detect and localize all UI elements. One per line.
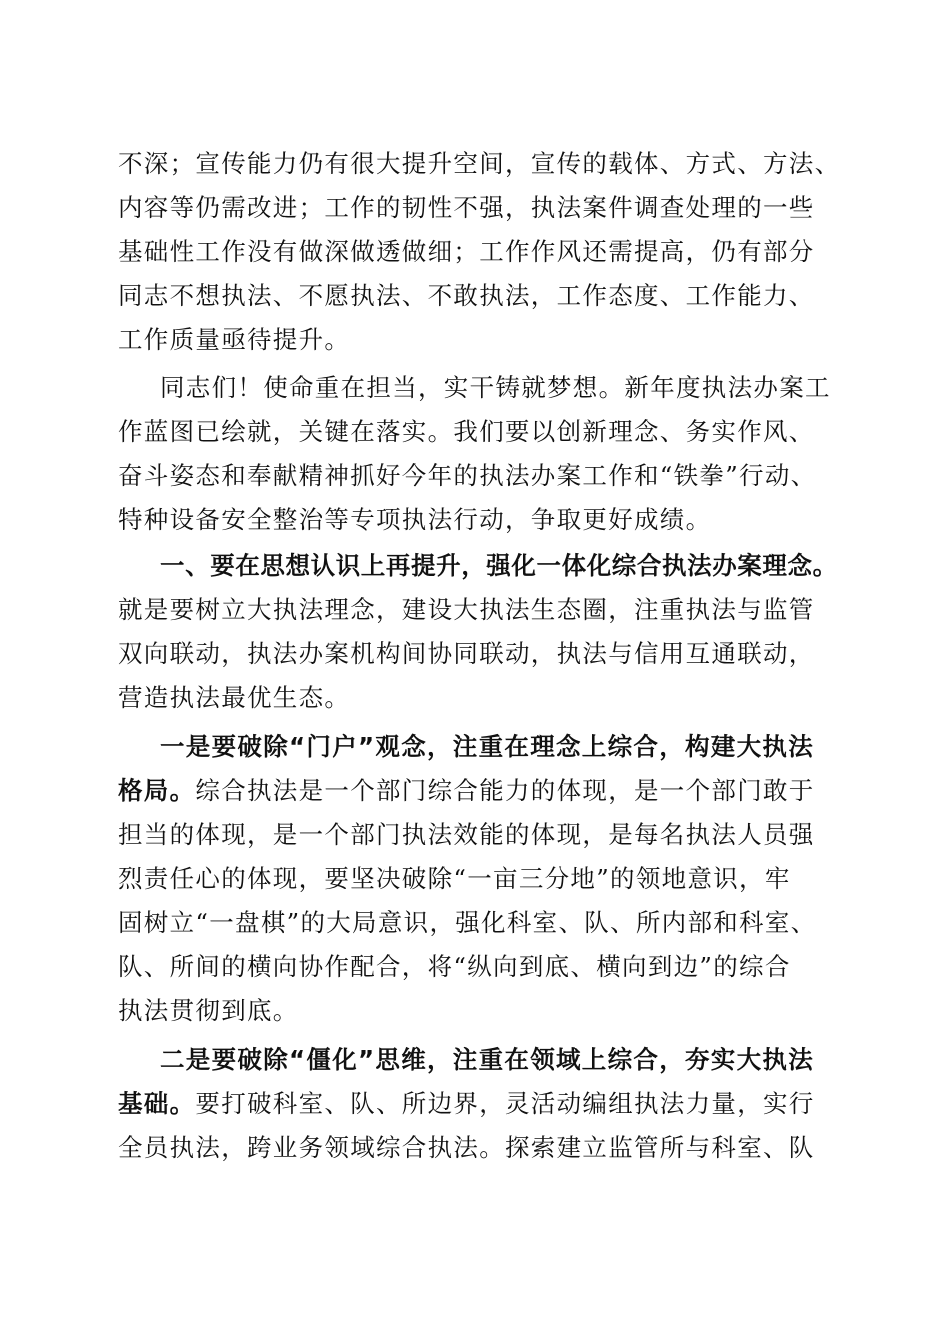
paragraph-line: 双向联动，执法办案机构间协同联动，执法与信用互通联动，	[118, 639, 815, 668]
paragraph-line: 同志们！使命重在担当，实干铸就梦想。新年度执法办案工	[160, 373, 831, 402]
paragraph-line: 不深；宣传能力仍有很大提升空间，宣传的载体、方式、方法、	[118, 149, 841, 178]
paragraph-line: 基础性工作没有做深做透做细；工作作风还需提高，仍有部分	[118, 237, 815, 266]
paragraph-line	[118, 1083, 858, 1125]
section-heading: 一、要在思想认识上再提升，强化一体化综合执法办案理念。	[160, 551, 838, 580]
paragraph-line: 队、所间的横向协作配合，将“纵向到底、横向到边”的综合	[118, 952, 791, 981]
paragraph-line: 同志不想执法、不愿执法、不敢执法，工作态度、工作能力、	[118, 281, 815, 310]
paragraph-line: 执法贯彻到底。	[118, 996, 299, 1025]
subheading-line: 一是要破除“门户”观念，注重在理念上综合，构建大执法	[160, 732, 815, 761]
paragraph-line	[118, 770, 858, 812]
paragraph-line: 就是要树立大执法理念，建设大执法生态圈，注重执法与监管	[118, 595, 815, 624]
paragraph-line: 作蓝图已绘就，关键在落实。我们要以创新理念、务实作风、	[118, 417, 815, 446]
paragraph-line: 营造执法最优生态。	[118, 683, 351, 712]
subheading-tail: 格局。	[118, 776, 196, 805]
subheading-tail: 基础。	[118, 1089, 196, 1118]
paragraph-line: 全员执法，跨业务领域综合执法。探索建立监管所与科室、队	[118, 1133, 815, 1162]
paragraph-line: 特种设备安全整治等专项执法行动，争取更好成绩。	[118, 505, 712, 534]
subheading-line: 二是要破除“僵化”思维，注重在领域上综合，夯实大执法	[160, 1045, 815, 1074]
paragraph-line: 担当的体现，是一个部门执法效能的体现，是每名执法人员强	[118, 820, 815, 849]
paragraph-text: 综合执法是一个部门综合能力的体现，是一个部门敢于	[195, 776, 815, 805]
paragraph-line: 固树立“一盘棋”的大局意识，强化科室、队、所内部和科室、	[118, 908, 817, 937]
paragraph-line: 工作质量亟待提升。	[118, 325, 351, 354]
paragraph-line: 奋斗姿态和奉献精神抓好今年的执法办案工作和“铁拳”行动、	[118, 461, 817, 490]
paragraph-line: 内容等仍需改进；工作的韧性不强，执法案件调查处理的一些	[118, 193, 815, 222]
paragraph-line: 烈责任心的体现，要坚决破除“一亩三分地”的领地意识，牢	[118, 864, 791, 893]
paragraph-text: 要打破科室、队、所边界，灵活动编组执法力量，实行	[195, 1089, 815, 1118]
